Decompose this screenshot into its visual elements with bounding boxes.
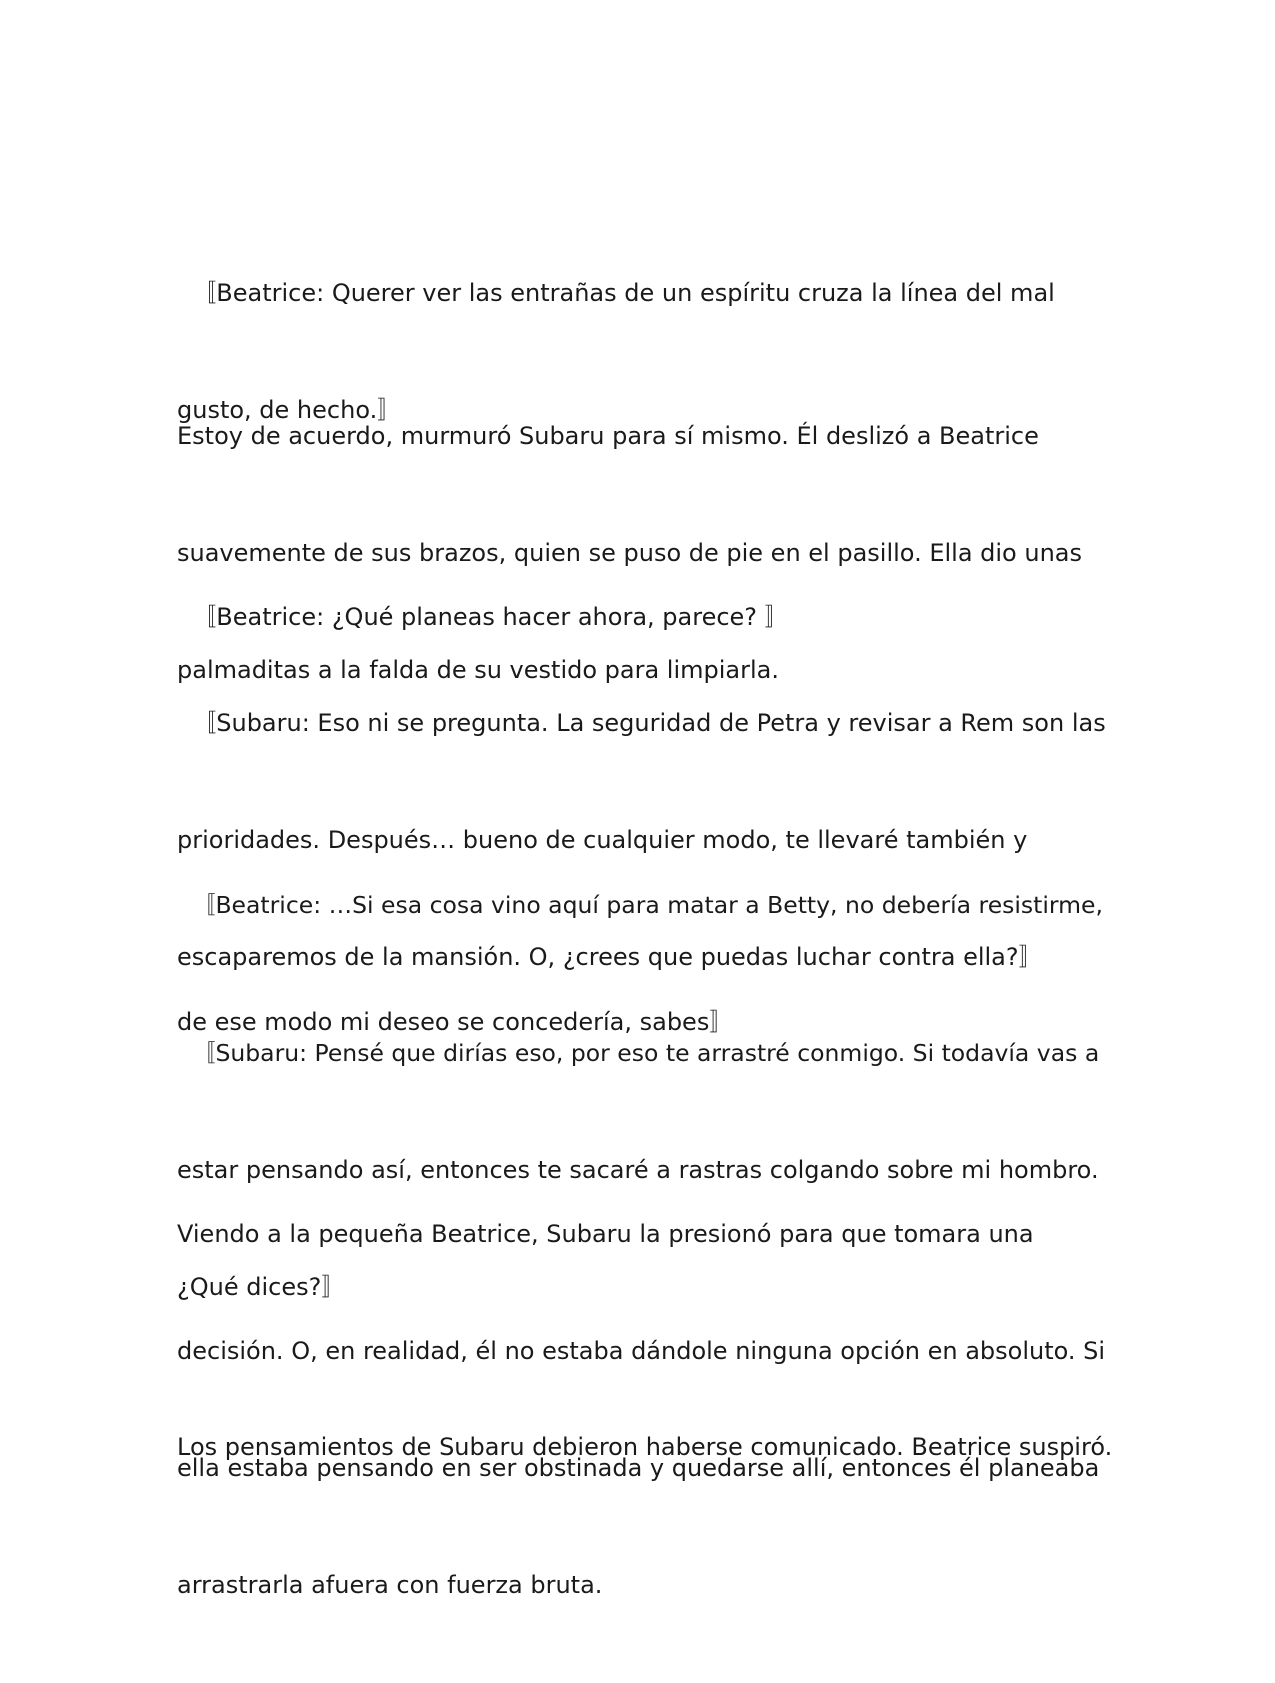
text-line: 〚Beatrice: ¿Qué planeas hacer ahora, parece? 〛 bbox=[177, 603, 789, 631]
text-line: 〚Beatrice: …Si esa cosa vino aquí para matar a Betty, no debería resistirme, bbox=[177, 891, 1103, 919]
paragraph-narration-3 bbox=[177, 1350, 1117, 1545]
text-line: Estoy de acuerdo, murmuró Subaru para sí mismo. Él deslizó a Beatrice bbox=[177, 422, 1039, 450]
text-line: 〚Beatrice: Querer ver las entrañas de un espíritu cruza la línea del mal bbox=[177, 279, 1055, 307]
text-line: gusto, de hecho.〛 bbox=[177, 396, 402, 424]
text-line: Los pensamientos de Subaru debieron haberse comunicado. Beatrice suspiró. bbox=[177, 1433, 1113, 1461]
text-line: 〚Subaru: Eso ni se pregunta. La seguridad de Petra y revisar a Rem son las bbox=[177, 709, 1106, 737]
text-line: estar pensando así, entonces te sacaré a rastras colgando sobre mi hombro. bbox=[177, 1156, 1099, 1184]
text-line: ¿Qué dices?〛 bbox=[177, 1273, 346, 1301]
text-line: escaparemos de la mansión. O, ¿crees que puedas luchar contra ella?〛 bbox=[177, 943, 1043, 971]
text-line: decisión. O, en realidad, él no estaba dándole ninguna opción en absoluto. Si bbox=[177, 1337, 1106, 1365]
text-line: 〚Subaru: Pensé que dirías eso, por eso te arrastré conmigo. Si todavía vas a bbox=[177, 1039, 1100, 1067]
text-line: palmaditas a la falda de su vestido para limpiarla. bbox=[177, 656, 779, 684]
text-line: arrastrarla afuera con fuerza bruta. bbox=[177, 1571, 603, 1599]
text-line: prioridades. Después… bueno de cualquier modo, te llevaré también y bbox=[177, 826, 1028, 854]
text-line: ella estaba pensando en ser obstinada y quedarse allí, entonces él planeaba bbox=[177, 1454, 1100, 1482]
text-line: suavemente de sus brazos, quien se puso de pie en el pasillo. Ella dio unas bbox=[177, 539, 1083, 567]
text-line: de ese modo mi deseo se concedería, sabes〛 bbox=[177, 1008, 734, 1036]
text-line: Viendo a la pequeña Beatrice, Subaru la presionó para que tomara una bbox=[177, 1220, 1034, 1248]
